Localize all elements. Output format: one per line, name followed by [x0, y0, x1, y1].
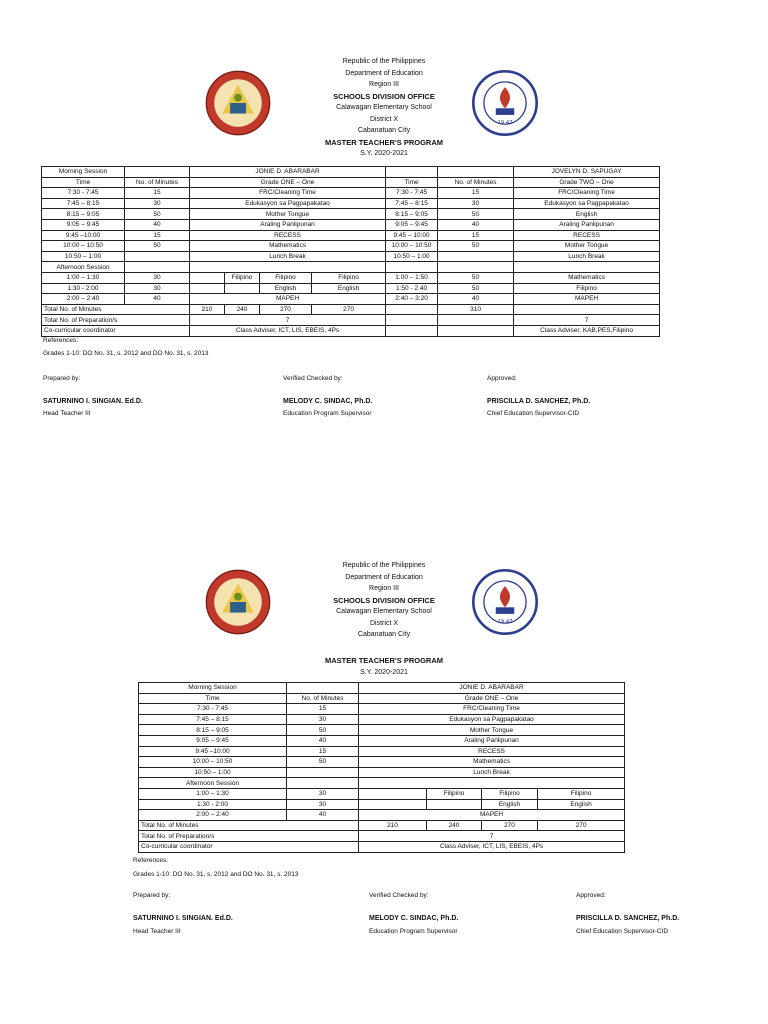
table-cell: MAPEH [514, 294, 660, 305]
verified-by-title: Education Program Supervisor [283, 410, 372, 417]
table-cell: Mathematics [359, 757, 625, 768]
table-cell: Mathematics [514, 272, 660, 283]
table-cell: 40 [125, 219, 190, 230]
table-cell: 40 [125, 294, 190, 305]
table-cell: 10:50 – 1:00 [42, 251, 125, 262]
letterhead: Republic of the Philippines Department of Education Region III SCHOOLS DIVISION OFFICE Calawagan Elementary School District X Cabanatuan City [333, 562, 435, 638]
verified-by-name: MELODY C. SINDAC, Ph.D. [283, 398, 373, 405]
table-cell: Filipino [312, 272, 386, 283]
table-cell: 9:45 –10:00 [139, 746, 287, 757]
table-row [42, 188, 660, 199]
approved-label: Approved: [576, 892, 606, 899]
table-cell [386, 304, 438, 315]
table-cell: MAPEH [190, 294, 386, 305]
table-cell: Filipino [538, 788, 625, 799]
page-two [0, 512, 768, 1024]
table-cell: 30 [125, 198, 190, 209]
table-cell: 7:45 – 8:15 [139, 714, 287, 725]
table-cell [386, 315, 438, 326]
table-cell: 10:50 – 1:00 [139, 767, 287, 778]
program-title: MASTER TEACHER'S PROGRAM [324, 137, 444, 147]
table-cell [438, 167, 514, 178]
table-cell [287, 767, 359, 778]
table-cell: 8:15 – 9:05 [42, 209, 125, 220]
table-cell: Filipino [482, 788, 538, 799]
table-row [139, 725, 625, 736]
table-row [139, 704, 625, 715]
department-line: Department of Education [345, 69, 423, 77]
table-row [42, 241, 660, 252]
morning-session-label: Morning Session [42, 167, 125, 178]
office-line: SCHOOLS DIVISION OFFICE [333, 91, 435, 101]
table-cell: 30 [287, 714, 359, 725]
table-cell: Class Adviser, ICT, LIS, EBEIS, 4Ps [190, 325, 386, 336]
table-cell: RECESS [359, 746, 625, 757]
table-cell: Araling Panlipunan [190, 219, 386, 230]
table-cell: Co-curricular coordinator [139, 841, 359, 852]
table-cell [438, 262, 514, 273]
table-cell: English [538, 799, 625, 810]
table-cell: English [514, 209, 660, 220]
table-cell: 30 [438, 198, 514, 209]
school-year: S.Y. 2020-2021 [360, 150, 408, 157]
table-cell: 30 [125, 283, 190, 294]
table-cell: 10:50 – 1:00 [386, 251, 438, 262]
region-line: Region III [369, 81, 399, 88]
district-line: District X [370, 115, 398, 123]
table-row [42, 177, 660, 188]
table-cell: 8:15 – 9:05 [386, 209, 438, 220]
table-cell [190, 283, 225, 294]
table-cell: 9:45 –10:00 [42, 230, 125, 241]
table-cell: Morning Session [139, 683, 287, 694]
table-row [139, 735, 625, 746]
table-cell: 9:05 – 9:45 [42, 219, 125, 230]
table-row [42, 272, 660, 283]
table-cell: No. of Minutes [438, 177, 514, 188]
table-cell [287, 683, 359, 694]
table-cell: Filipino [427, 788, 482, 799]
table-cell: 40 [438, 219, 514, 230]
table-cell: Araling Panlipunan [359, 735, 625, 746]
table-cell: 15 [287, 704, 359, 715]
table-cell: 7:45 – 8:15 [386, 198, 438, 209]
table-cell: 30 [287, 788, 359, 799]
table-row [139, 767, 625, 778]
table-cell: 210 [190, 304, 225, 315]
table-cell: 2:00 – 2:40 [42, 294, 125, 305]
table-cell: English [482, 799, 538, 810]
approved-by-title: Chief Education Supervisor-CID [576, 928, 669, 935]
table-cell: 40 [287, 810, 359, 821]
table-cell: Lunch Break [359, 767, 625, 778]
table-cell: 40 [287, 735, 359, 746]
table-row [42, 262, 660, 273]
table-cell: Mother Tongue [190, 209, 386, 220]
references-title: References: [43, 337, 79, 344]
table-cell: 50 [125, 241, 190, 252]
table-cell: 210 [359, 820, 427, 831]
table-cell [359, 799, 427, 810]
table-cell: 9:45 – 10:00 [386, 230, 438, 241]
table-cell: 10:00 – 10:50 [42, 241, 125, 252]
approved-by-name: PRISCILLA D. SANCHEZ, Ph.D. [487, 398, 591, 405]
table-row [139, 841, 625, 852]
table-cell: No. of Minutes [287, 693, 359, 704]
verified-by-title: Education Program Supervisor [369, 928, 458, 935]
teacher-one-name: JONIE D. ABARABAR [359, 683, 625, 694]
table-cell: Time [386, 177, 438, 188]
table-cell: Mother Tongue [359, 725, 625, 736]
table-row [42, 230, 660, 241]
table-cell: FRC/Cleaning Time [359, 704, 625, 715]
table-cell [386, 167, 438, 178]
table-cell: RECESS [190, 230, 386, 241]
verified-by-label: Verified Checked by: [283, 375, 343, 382]
prepared-by-name: SATURNINO I. SINGIAN. Ed.D. [133, 915, 233, 922]
approved-by-name: PRISCILLA D. SANCHEZ, Ph.D. [576, 915, 680, 922]
table-row [139, 746, 625, 757]
table-row [139, 693, 625, 704]
table-row [42, 283, 660, 294]
table-cell: Mother Tongue [514, 241, 660, 252]
table-cell: Lunch Break [514, 251, 660, 262]
table-cell: 270 [260, 304, 312, 315]
table-cell: 270 [482, 820, 538, 831]
table-cell: 10:00 – 10:50 [139, 757, 287, 768]
approved-label: Approved: [487, 375, 517, 382]
table-row [139, 799, 625, 810]
table-cell: 15 [438, 230, 514, 241]
references-text: Grades 1-10: DO No. 31, s. 2012 and DO No. 31, s. 2013 [43, 350, 209, 357]
schedule-table-single-teacher [138, 682, 625, 853]
table-cell: Lunch Break [190, 251, 386, 262]
table-row [139, 831, 625, 842]
table-cell: 10:00 – 10:50 [386, 241, 438, 252]
table-cell [438, 251, 514, 262]
table-cell [514, 262, 660, 273]
table-row [42, 315, 660, 326]
school-line: Calawagan Elementary School [336, 104, 432, 111]
table-cell: Class Adviser, KAB,PES,Filipino [514, 325, 660, 336]
table-cell: 50 [287, 757, 359, 768]
table-cell: 2:40 – 3:20 [386, 294, 438, 305]
table-row [139, 788, 625, 799]
table-cell [125, 251, 190, 262]
table-cell: 7 [514, 315, 660, 326]
table-cell: 50 [438, 272, 514, 283]
table-cell: 40 [438, 294, 514, 305]
table-cell: 7:45 – 8:15 [42, 198, 125, 209]
table-cell [427, 799, 482, 810]
table-row [42, 294, 660, 305]
table-cell: RECESS [514, 230, 660, 241]
teacher-two-name: JOVELYN D. SAPUGAY [514, 167, 660, 178]
table-cell [287, 778, 359, 789]
references-title: References: [133, 857, 169, 864]
table-cell [386, 325, 438, 336]
table-cell: 310 [438, 304, 514, 315]
table-cell: 50 [287, 725, 359, 736]
prepared-by-name: SATURNINO I. SINGIAN. Ed.D. [43, 398, 143, 405]
table-cell: 270 [312, 304, 386, 315]
table-cell: Time [42, 177, 125, 188]
table-cell: 8:15 – 9:05 [139, 725, 287, 736]
table-cell: 7 [359, 831, 625, 842]
svg-text:19 47: 19 47 [497, 619, 513, 626]
table-cell: 240 [427, 820, 482, 831]
table-cell: Edukasyon sa Pagpapakatao [190, 198, 386, 209]
svg-text:19 47: 19 47 [497, 120, 513, 127]
table-cell: 7:30 - 7:45 [42, 188, 125, 199]
approved-by-title: Chief Education Supervisor-CID [487, 410, 580, 417]
table-cell: Total No. of Minutes [139, 820, 359, 831]
table-cell [438, 315, 514, 326]
table-cell: 9:05 – 9:45 [139, 735, 287, 746]
city-line: Cabanatuan City [357, 127, 411, 134]
table-cell: 1:00 – 1:50 [386, 272, 438, 283]
table-cell: 50 [125, 209, 190, 220]
table-cell: 9:05 – 9:45 [386, 219, 438, 230]
table-cell: Grade TWO – One [514, 177, 660, 188]
table-cell: 1:00 – 1:30 [139, 788, 287, 799]
table-cell [190, 272, 225, 283]
table-cell: MAPEH [359, 810, 625, 821]
table-cell: English [260, 283, 312, 294]
schedule-table-two-teachers [41, 166, 660, 337]
table-cell: FRC/Cleaning Time [190, 188, 386, 199]
table-cell: Afternoon Session [139, 778, 287, 789]
table-cell: Grade ONE – One [359, 693, 625, 704]
table-cell: 1:30 - 2:00 [139, 799, 287, 810]
table-cell [438, 325, 514, 336]
table-cell: 1:50 - 2:40 [386, 283, 438, 294]
table-cell [190, 262, 386, 273]
prepared-by-label: Prepared by: [43, 375, 81, 382]
table-cell: Grade ONE – One [190, 177, 386, 188]
verified-by-name: MELODY C. SINDAC, Ph.D. [369, 915, 459, 922]
table-row [42, 304, 660, 315]
table-cell: Filipino [225, 272, 260, 283]
letterhead [0, 56, 768, 160]
table-cell [125, 167, 190, 178]
table-cell: 7:30 - 7:45 [386, 188, 438, 199]
table-row [42, 251, 660, 262]
prepared-by-label: Prepared by: [133, 892, 171, 899]
table-cell: Total No. of Preparation/s [139, 831, 359, 842]
table-cell: Mathematics [190, 241, 386, 252]
table-cell: Total No. of Minutes [42, 304, 190, 315]
table-row [42, 325, 660, 336]
table-cell: Edukasyon sa Pagpapakatao [359, 714, 625, 725]
table-cell: 50 [438, 283, 514, 294]
table-cell: 30 [125, 272, 190, 283]
table-cell: Co-curricular coordinator [42, 325, 190, 336]
table-cell [359, 778, 625, 789]
table-cell: FRC/Cleaning Time [514, 188, 660, 199]
table-cell: Araling Panlipunan [514, 219, 660, 230]
table-cell [125, 262, 190, 273]
verified-by-label: Verified Checked by: [369, 892, 429, 899]
program-heading: MASTER TEACHER'S PROGRAM S.Y. 2020-2021 [324, 656, 444, 676]
table-cell: 1:00 – 1:30 [42, 272, 125, 283]
afternoon-session-label: Afternoon Session [42, 262, 125, 273]
table-cell: No. of Minutes [125, 177, 190, 188]
table-row [42, 209, 660, 220]
prepared-by-title: Head Teacher III [43, 410, 91, 417]
table-cell: 270 [538, 820, 625, 831]
table-row [139, 778, 625, 789]
table-cell: 7 [190, 315, 386, 326]
table-row [42, 167, 660, 178]
table-cell: Filipino [514, 283, 660, 294]
table-cell [225, 283, 260, 294]
teacher-one-name: JONIE D. ABARABAR [190, 167, 386, 178]
table-cell: 2:00 – 2:40 [139, 810, 287, 821]
table-cell: 50 [438, 209, 514, 220]
table-row [139, 714, 625, 725]
table-cell: Class Adviser, ICT, LIS, EBEIS, 4Ps [359, 841, 625, 852]
republic-line: Republic of the Philippines [342, 58, 426, 65]
table-cell: Time [139, 693, 287, 704]
table-cell: 30 [287, 799, 359, 810]
table-cell: 50 [438, 241, 514, 252]
table-cell [359, 788, 427, 799]
table-row [139, 820, 625, 831]
prepared-by-title: Head Teacher III [133, 928, 181, 935]
table-cell: 15 [125, 188, 190, 199]
table-cell: 15 [287, 746, 359, 757]
table-cell: 7:30 - 7:45 [139, 704, 287, 715]
table-row [139, 757, 625, 768]
table-cell: 240 [225, 304, 260, 315]
table-row [42, 198, 660, 209]
table-cell: 15 [125, 230, 190, 241]
table-cell [514, 304, 660, 315]
table-cell: Total No. of Preparation/s [42, 315, 190, 326]
table-cell: 1:30 - 2:00 [42, 283, 125, 294]
table-cell: Edukasyon sa Pagpapakatao [514, 198, 660, 209]
table-cell: Filipino [260, 272, 312, 283]
table-row [139, 810, 625, 821]
table-cell: 15 [438, 188, 514, 199]
table-row [42, 219, 660, 230]
table-row [139, 683, 625, 694]
references-text: Grades 1-10: DO No. 31, s. 2012 and DO No. 31, s. 2013 [133, 871, 299, 878]
table-cell [386, 262, 438, 273]
table-cell: English [312, 283, 386, 294]
